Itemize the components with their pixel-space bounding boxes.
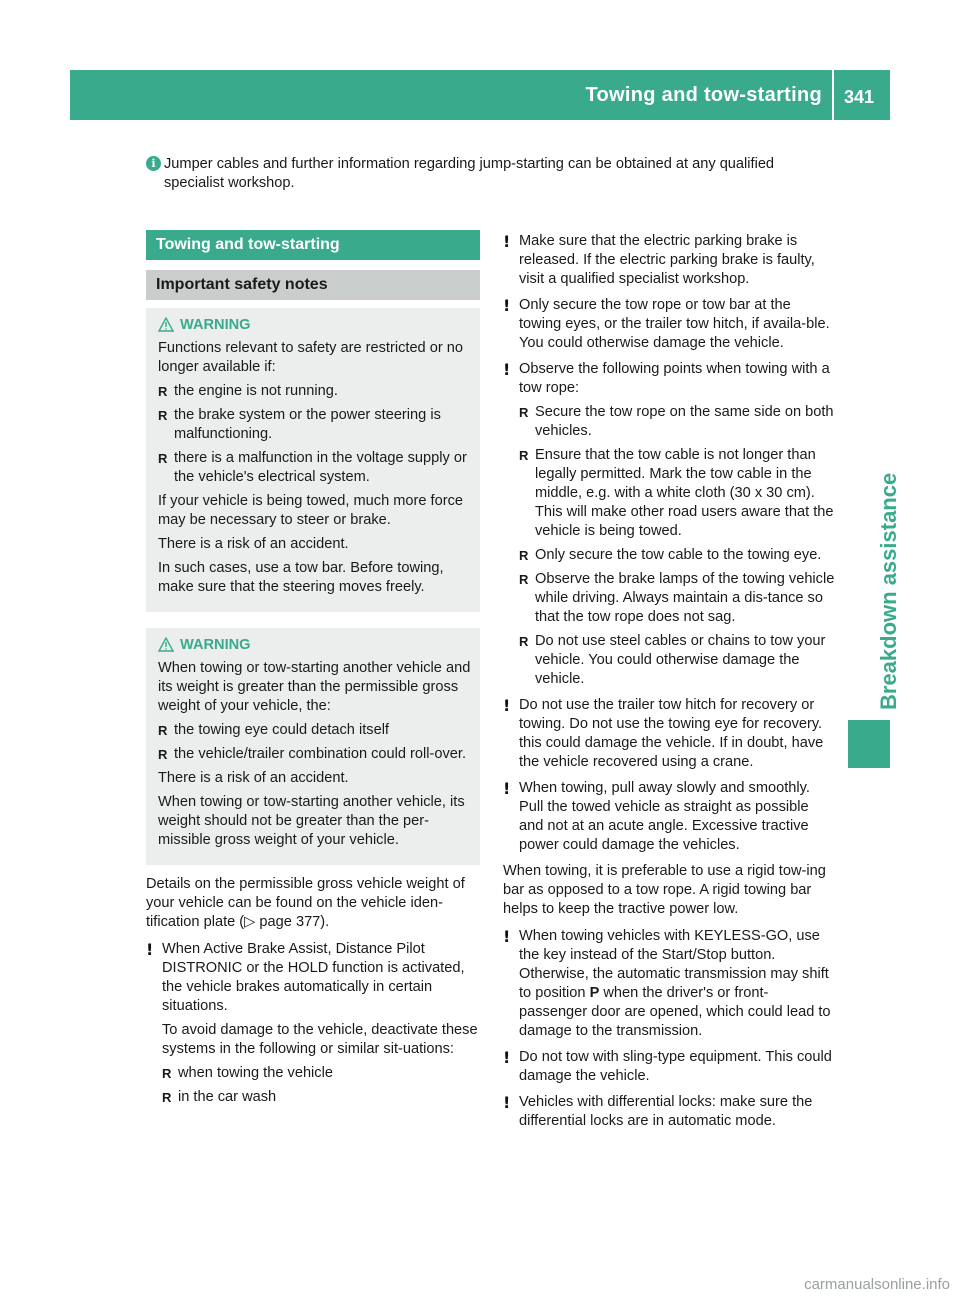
note-text: Make sure that the electric parking brake is released. If the electric parking brake is faulty, visit a qualified specialist workshop.	[519, 233, 815, 287]
gear-position-p: P	[589, 985, 600, 1001]
list-item: R there is a malfunction in the voltage supply or the vehicle's electrical system.	[158, 449, 472, 487]
section-title: Towing and tow-starting	[146, 230, 480, 260]
right-column	[503, 232, 835, 1138]
warning-box-1	[146, 308, 480, 612]
warning-heading-label: WARNING	[180, 317, 251, 333]
warning-heading	[158, 316, 472, 335]
list-item: R Only secure the tow cable to the towing eye.	[519, 546, 835, 565]
note-text: Do not tow with sling-type equipment. This could damage the vehicle.	[519, 1049, 832, 1084]
warning-box-2	[146, 628, 480, 865]
caution-note	[503, 296, 835, 353]
warning-text: There is a risk of an accident.	[158, 770, 349, 786]
warning-text: If your vehicle is being towed, much more force may be necessary to steer or brake.	[158, 493, 463, 528]
watermark: carmanualsonline.info	[804, 1276, 950, 1293]
note-text: When Active Brake Assist, Distance Pilot DISTRONIC or the HOLD function is activated, the vehicle brakes automatically in certain situations.	[162, 941, 465, 1014]
note-text-part: When towing vehicles with KEYLESS-GO, use the key instead of the Start/Stop button. Otherwise, the automatic transmission may shift to position	[519, 928, 829, 1001]
note-text: Only secure the tow rope or tow bar at the towing eyes, or the trailer tow hitch, if availa-ble. You could otherwise damage the vehicle.	[519, 297, 830, 351]
list-item: R Observe the brake lamps of the towing vehicle while driving. Always maintain a dis-tance so that the tow rope does not sag.	[519, 570, 835, 627]
header-bar	[70, 70, 890, 120]
note-text: Do not use the trailer tow hitch for recovery or towing. Do not use the towing eye for recovery. this could damage the vehicle. If in doubt, have the vehicle recovered using a crane.	[519, 697, 824, 770]
caution-icon: !	[503, 1048, 511, 1067]
list-item: R Ensure that the tow cable is not longer than legally permitted. Mark the tow cable in the middle, e.g. with a white cloth (30 x 30 cm). This will make other road users aware that the vehicle is being towed.	[519, 446, 835, 541]
caution-note	[146, 940, 480, 1107]
warning-text: When towing or tow-starting another vehicle, its weight should not be greater than the per-missible gross weight of your vehicle.	[158, 794, 465, 848]
info-note-text: Jumper cables and further information regarding jump-starting can be obtained at any qualified specialist workshop.	[164, 156, 775, 191]
note-text: Observe the following points when towing with a tow rope:	[519, 361, 830, 396]
warning-intro: Functions relevant to safety are restricted or no longer available if:	[158, 340, 463, 375]
list-item: R the brake system or the power steering is malfunctioning.	[158, 406, 472, 444]
note-text-part: when the driver's or front-passenger door are opened, which could lead to damage to the transmission.	[519, 985, 831, 1039]
list-item: R the vehicle/trailer combination could roll-over.	[158, 745, 472, 764]
caution-icon: !	[503, 1093, 511, 1112]
note-text: When towing, pull away slowly and smoothly. Pull the towed vehicle as straight as possible and not at an acute angle. Excessive tractive power could damage the vehicles.	[519, 780, 810, 853]
warning-heading	[158, 636, 472, 655]
warning-text: In such cases, use a tow bar. Before towing, make sure that the steering moves freely.	[158, 560, 444, 595]
header-divider	[832, 70, 834, 120]
rigid-bar-paragraph: When towing, it is preferable to use a rigid tow-ing bar as opposed to a tow rope. A rigid towing bar helps to keep the tractive power low.	[503, 863, 826, 917]
caution-note	[503, 696, 835, 772]
left-column	[146, 230, 480, 1114]
caution-note	[503, 1048, 835, 1086]
list-item: R the engine is not running.	[158, 382, 472, 401]
note-text: Vehicles with differential locks: make sure the differential locks are in automatic mode.	[519, 1094, 813, 1129]
side-tab	[848, 720, 890, 768]
caution-icon: !	[503, 779, 511, 798]
note-text: To avoid damage to the vehicle, deactivate these systems in the following or similar sit-uations:	[162, 1022, 478, 1057]
caution-note	[503, 927, 835, 1041]
caution-icon: !	[503, 296, 511, 315]
list-item: R the towing eye could detach itself	[158, 721, 472, 740]
note-text	[519, 927, 835, 1041]
caution-icon: !	[503, 696, 511, 715]
warning-intro: When towing or tow-starting another vehicle and its weight is greater than the permissible gross weight of your vehicle, the:	[158, 660, 471, 714]
list-item: R when towing the vehicle	[162, 1064, 480, 1083]
page-number: 341	[844, 87, 875, 107]
info-icon: i	[146, 156, 161, 171]
caution-note	[503, 779, 835, 855]
caution-note	[503, 232, 835, 289]
caution-icon: !	[146, 940, 154, 959]
side-label	[845, 472, 901, 710]
header-title: Towing and tow-starting	[585, 84, 822, 106]
caution-icon: !	[503, 927, 511, 946]
caution-note	[503, 360, 835, 689]
warning-heading-label: WARNING	[180, 637, 251, 653]
warning-triangle-icon	[158, 637, 174, 652]
warning-text: There is a risk of an accident.	[158, 536, 349, 552]
caution-icon: !	[503, 232, 511, 251]
caution-icon: !	[503, 360, 511, 379]
list-item: R Do not use steel cables or chains to tow your vehicle. You could otherwise damage the vehicle.	[519, 632, 835, 689]
side-label-text: Breakdown assistance	[876, 472, 901, 710]
warning-triangle-icon	[158, 317, 174, 332]
info-note	[146, 155, 836, 193]
list-item: R in the car wash	[162, 1088, 480, 1107]
details-paragraph: Details on the permissible gross vehicle weight of your vehicle can be found on the vehicle iden-tification plate (▷ page 377).	[146, 876, 465, 930]
caution-note	[503, 1093, 835, 1131]
list-item: R Secure the tow rope on the same side on both vehicles.	[519, 403, 835, 441]
subsection-title: Important safety notes	[146, 270, 480, 300]
